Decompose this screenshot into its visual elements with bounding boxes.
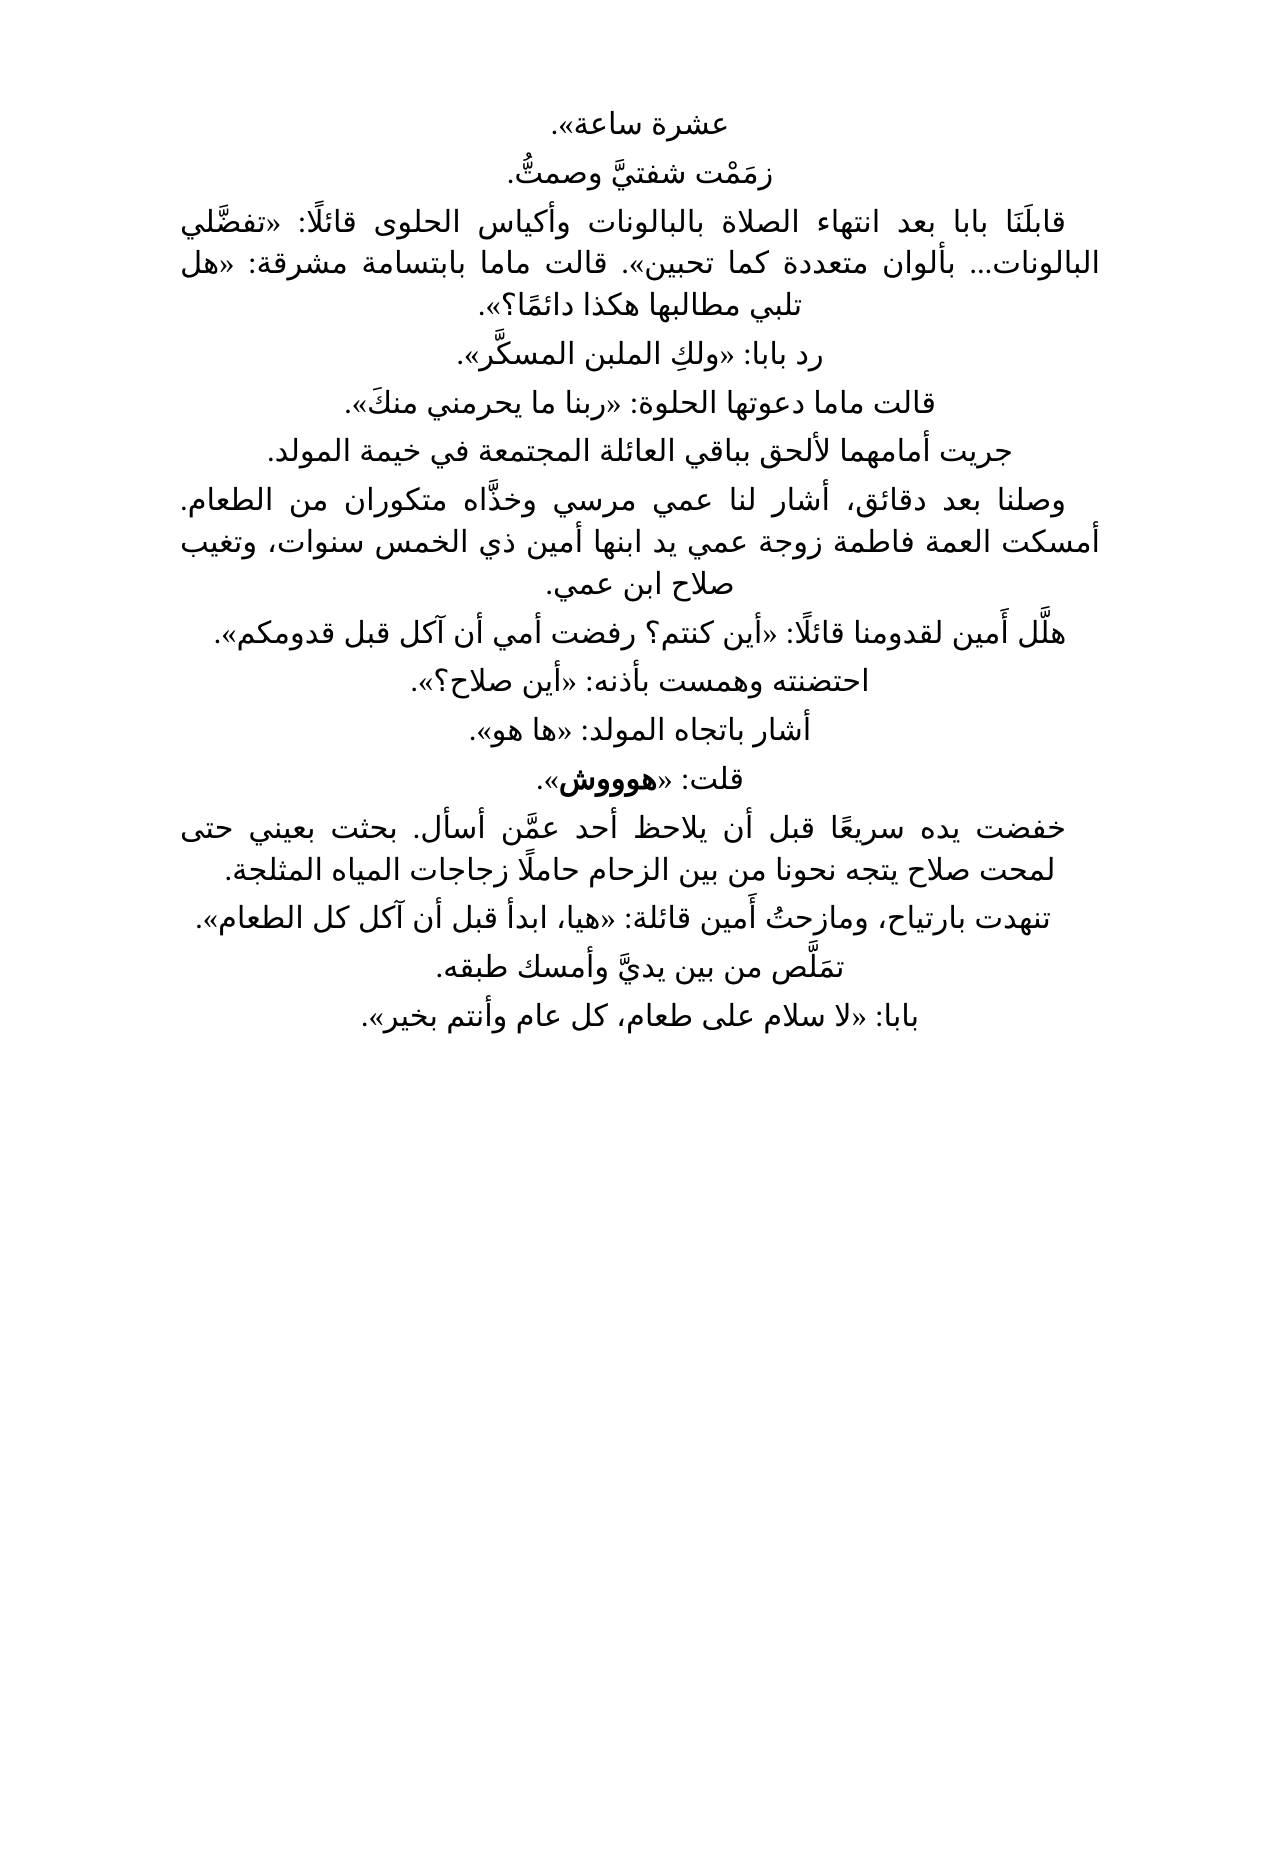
paragraph-15: بابا: «لا سلام على طعام، كل عام وأنتم بخير». bbox=[360, 998, 920, 1033]
emphasized-word: هوووش bbox=[558, 761, 658, 796]
paragraph-2: زمَمْت شفتيَّ وصمتُّ. bbox=[506, 155, 774, 190]
paragraph-14: تمَلَّص من بين يديَّ وأمسك طبقه. bbox=[435, 950, 845, 985]
paragraph-5: قالت ماما دعوتها الحلوة: «ربنا ما يحرمني منكَ». bbox=[344, 385, 936, 420]
paragraph-11-emphasis-line bbox=[180, 759, 1100, 801]
paragraph-9: احتضنته وهمست بأذنه: «أين صلاح؟». bbox=[410, 664, 870, 699]
paragraph-8: هلَّل أَمين لقدومنا قائلًا: «أين كنتم؟ رفضت أمي أن آكل قبل قدومكم». bbox=[213, 615, 1067, 650]
quote-suffix: ». bbox=[536, 761, 559, 796]
paragraph-13: تنهدت بارتياح، ومازحتُ أَمين قائلة: «هيا، ابدأ قبل أن آكل كل الطعام». bbox=[195, 901, 1051, 936]
paragraph-6: جريت أمامهما لألحق بباقي العائلة المجتمعة في خيمة المولد. bbox=[266, 434, 1014, 469]
paragraph-10: أشار باتجاه المولد: «ها هو». bbox=[468, 713, 812, 748]
paragraph-7: وصلنا بعد دقائق، أشار لنا عمي مرسي وخذَّاه متكوران من الطعام. أمسكت العمة فاطمة زوجة عمي يد ابنها أمين ذي الخمس سنوات، وتغيب صلاح ابن عمي. bbox=[180, 483, 1100, 601]
paragraph-3: قابلَنَا بابا بعد انتهاء الصلاة بالبالونات وأكياس الحلوى قائلًا: «تفضَّلي البالونات... بألوان متعددة كما تحبين». قالت ماما بابتسامة مشرقة: «هل تلبي مطالبها هكذا دائمًا؟». bbox=[180, 204, 1100, 323]
paragraph-1: عشرة ساعة». bbox=[550, 107, 730, 141]
paragraph-4: رد بابا: «ولكِ الملبن المسكَّر». bbox=[456, 336, 824, 371]
paragraph-12: خفضت يده سريعًا قبل أن يلاحظ أحد عمَّن أسأل. بحثت بعيني حتى لمحت صلاح يتجه نحونا من بين الزحام حاملًا زجاجات المياه المثلجة. bbox=[180, 810, 1066, 887]
quote-prefix: قلت: « bbox=[657, 761, 744, 796]
document-body bbox=[180, 104, 1100, 1045]
